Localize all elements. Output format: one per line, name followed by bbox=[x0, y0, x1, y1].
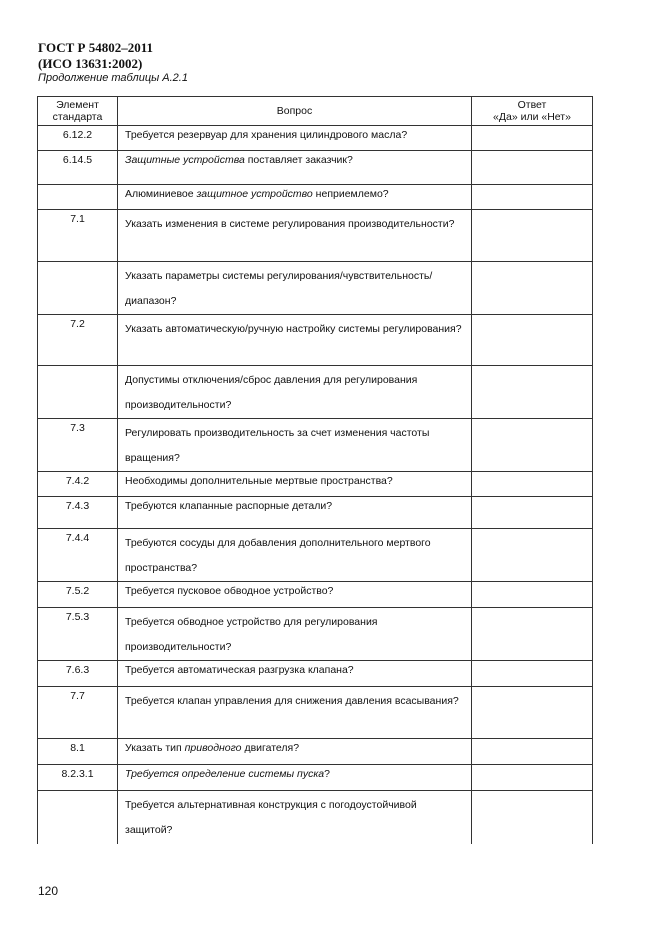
header-answer-line1: Ответ bbox=[517, 99, 547, 111]
answer-cell[interactable] bbox=[472, 419, 593, 472]
element-cell: 6.14.5 bbox=[38, 151, 118, 185]
question-text: Алюминиевое bbox=[125, 188, 197, 200]
iso-reference: (ИСО 13631:2002) bbox=[38, 56, 143, 71]
table-row bbox=[38, 529, 593, 582]
questionnaire-table bbox=[37, 96, 593, 844]
header-question: Вопрос bbox=[118, 97, 472, 126]
table-continuation-caption: Продолжение таблицы А.2.1 bbox=[38, 72, 188, 84]
element-cell: 6.12.2 bbox=[38, 126, 118, 151]
element-cell: 7.4.2 bbox=[38, 472, 118, 497]
element-cell: 8.2.3.1 bbox=[38, 765, 118, 791]
italic-term: Защитные устройства bbox=[125, 154, 245, 166]
answer-cell[interactable] bbox=[472, 739, 593, 765]
question-cell bbox=[118, 185, 472, 210]
element-cell bbox=[38, 366, 118, 419]
answer-cell[interactable] bbox=[472, 151, 593, 185]
question-cell: Указать параметры системы регулирования/чувствительность/ диапазон? bbox=[118, 262, 472, 315]
table-row bbox=[38, 126, 593, 151]
element-cell: 7.5.3 bbox=[38, 608, 118, 661]
question-text: поставляет заказчик? bbox=[244, 154, 353, 166]
question-text: ? bbox=[324, 768, 330, 780]
document-code: ГОСТ Р 54802–2011 bbox=[38, 40, 154, 55]
question-cell: Регулировать производительность за счет изменения частоты вращения? bbox=[118, 419, 472, 472]
question-cell: Требуется клапан управления для снижения давления всасывания? bbox=[118, 687, 472, 739]
italic-term: приводного bbox=[184, 742, 242, 754]
answer-cell[interactable] bbox=[472, 791, 593, 844]
question-cell bbox=[118, 739, 472, 765]
element-cell: 7.4.3 bbox=[38, 497, 118, 529]
table-row bbox=[38, 151, 593, 185]
question-text: двигателя? bbox=[241, 742, 300, 754]
answer-cell[interactable] bbox=[472, 262, 593, 315]
question-cell: Необходимы дополнительные мертвые пространства? bbox=[118, 472, 472, 497]
question-cell: Требуется обводное устройство для регулирования производительности? bbox=[118, 608, 472, 661]
header-element: Элемент стандарта bbox=[38, 97, 118, 126]
question-cell: Требуется альтернативная конструкция с погодоустойчивой защитой? bbox=[118, 791, 472, 844]
table-row bbox=[38, 185, 593, 210]
element-cell: 7.6.3 bbox=[38, 661, 118, 687]
table-row bbox=[38, 419, 593, 472]
table-row bbox=[38, 661, 593, 687]
italic-term: Требуется определение системы пуска bbox=[125, 768, 325, 780]
element-cell: 8.1 bbox=[38, 739, 118, 765]
element-cell: 7.1 bbox=[38, 210, 118, 262]
answer-cell[interactable] bbox=[472, 765, 593, 791]
table-row bbox=[38, 210, 593, 262]
table-row bbox=[38, 582, 593, 608]
table-row bbox=[38, 765, 593, 791]
answer-cell[interactable] bbox=[472, 497, 593, 529]
answer-cell[interactable] bbox=[472, 687, 593, 739]
answer-cell[interactable] bbox=[472, 315, 593, 366]
element-cell: 7.2 bbox=[38, 315, 118, 366]
table-row bbox=[38, 315, 593, 366]
table-row bbox=[38, 472, 593, 497]
table-row bbox=[38, 687, 593, 739]
question-cell: Указать автоматическую/ручную настройку системы регулирования? bbox=[118, 315, 472, 366]
element-cell: 7.3 bbox=[38, 419, 118, 472]
header-answer bbox=[472, 97, 593, 126]
question-cell: Указать изменения в системе регулирования производительности? bbox=[118, 210, 472, 262]
element-cell: 7.7 bbox=[38, 687, 118, 739]
table-row bbox=[38, 608, 593, 661]
question-cell: Требуется пусковое обводное устройство? bbox=[118, 582, 472, 608]
page-number: 120 bbox=[38, 884, 59, 898]
answer-cell[interactable] bbox=[472, 529, 593, 582]
table-row bbox=[38, 262, 593, 315]
table-row bbox=[38, 366, 593, 419]
question-cell: Требуются сосуды для добавления дополнительного мертвого пространства? bbox=[118, 529, 472, 582]
question-cell: Требуется автоматическая разгрузка клапана? bbox=[118, 661, 472, 687]
question-text: неприемлемо? bbox=[312, 188, 389, 200]
table-row bbox=[38, 739, 593, 765]
italic-term: защитное устройство bbox=[196, 188, 313, 200]
question-text: Указать тип bbox=[125, 742, 185, 754]
answer-cell[interactable] bbox=[472, 608, 593, 661]
question-cell: Допустимы отключения/сброс давления для регулирования производительности? bbox=[118, 366, 472, 419]
question-cell: Требуется резервуар для хранения цилиндрового масла? bbox=[118, 126, 472, 151]
answer-cell[interactable] bbox=[472, 582, 593, 608]
answer-cell[interactable] bbox=[472, 472, 593, 497]
element-cell bbox=[38, 185, 118, 210]
answer-cell[interactable] bbox=[472, 185, 593, 210]
question-cell bbox=[118, 151, 472, 185]
answer-cell[interactable] bbox=[472, 366, 593, 419]
question-cell bbox=[118, 765, 472, 791]
table-row bbox=[38, 791, 593, 844]
answer-cell[interactable] bbox=[472, 126, 593, 151]
element-cell bbox=[38, 262, 118, 315]
element-cell: 7.4.4 bbox=[38, 529, 118, 582]
answer-cell[interactable] bbox=[472, 661, 593, 687]
header-answer-line2: «Да» или «Нет» bbox=[493, 111, 571, 123]
table-header-row bbox=[38, 97, 593, 126]
table-row bbox=[38, 497, 593, 529]
element-cell: 7.5.2 bbox=[38, 582, 118, 608]
element-cell bbox=[38, 791, 118, 844]
answer-cell[interactable] bbox=[472, 210, 593, 262]
question-cell: Требуются клапанные распорные детали? bbox=[118, 497, 472, 529]
